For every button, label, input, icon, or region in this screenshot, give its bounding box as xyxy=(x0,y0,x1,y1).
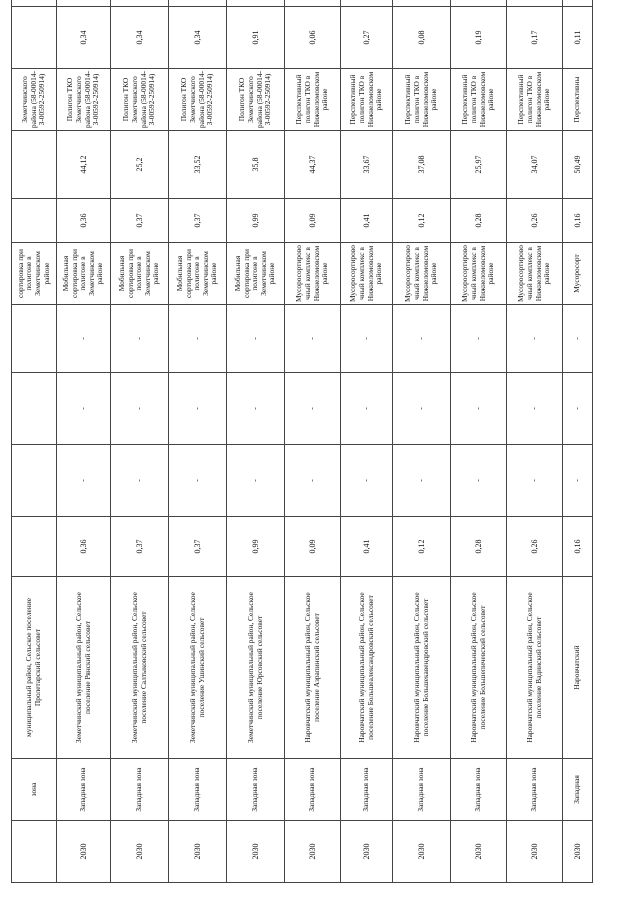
table-cell-c13 xyxy=(341,0,393,7)
table-cell-c5: - xyxy=(111,445,169,517)
table-cell-c5: - xyxy=(169,445,227,517)
table-cell-c6: - xyxy=(393,373,451,445)
table-cell-c7: - xyxy=(507,305,563,373)
table-cell-c13 xyxy=(563,0,593,7)
table-cell-c9: 0,37 xyxy=(169,199,227,243)
table-cell-c8: Мусоросорт xyxy=(563,243,593,305)
table-cell-year: 2030 xyxy=(451,821,507,883)
table-cell-c10: 35,8 xyxy=(227,131,285,199)
table-cell-c7: - xyxy=(341,305,393,373)
table-cell-c6: - xyxy=(57,373,111,445)
table-cell-c9 xyxy=(12,199,57,243)
table-cell-c4: 0,41 xyxy=(341,517,393,577)
table-cell-c11: Полигон ТКО Земетчинского района (58-00014-З-00592-250914) xyxy=(169,69,227,131)
table-cell-zone: Западная зона xyxy=(451,759,507,821)
table-cell-c13 xyxy=(57,0,111,7)
table-cell-c7: - xyxy=(393,305,451,373)
table-cell-c6: - xyxy=(451,373,507,445)
table-cell-c11: Перспективный полигон ТКО в Нижнеломовском районе xyxy=(285,69,341,131)
table-cell-c12: 0,34 xyxy=(57,7,111,69)
table-cell-mun: Наровчатский муниципальный район, Сельское поселение Вадинский сельсовет xyxy=(507,577,563,759)
table-cell-c10: 50,49 xyxy=(563,131,593,199)
table-cell-c8: Мусоросортировочный комплекс в Нижнеломовском районе xyxy=(451,243,507,305)
table-cell-c11: Полигон ТКО Земетчинского района (58-00014-З-00592-250914) xyxy=(57,69,111,131)
table-cell-year: 2030 xyxy=(227,821,285,883)
table-cell-c12: 0,08 xyxy=(393,7,451,69)
table-cell-c5 xyxy=(12,445,57,517)
table-cell-c8: Мобильная сортировка при полигоне в Земетчинском районе xyxy=(227,243,285,305)
table-cell-c9: 0,41 xyxy=(341,199,393,243)
table-cell-c7: - xyxy=(111,305,169,373)
table-cell-c12: 0,34 xyxy=(169,7,227,69)
table-cell-c13 xyxy=(111,0,169,7)
table-row xyxy=(451,0,507,883)
table-row xyxy=(57,0,111,883)
table-cell-mun: Земетчинский муниципальный район, Сельское поселение Салтыковский сельсовет xyxy=(111,577,169,759)
table-cell-mun: Наровчатский муниципальный район, Сельское поселение Большепичевский сельсовет xyxy=(451,577,507,759)
table-cell-c10: 25,2 xyxy=(111,131,169,199)
table-cell-mun: Наровчатский муниципальный район, Сельское поселение Большекавендровский сельсовет xyxy=(393,577,451,759)
table-cell-c7: - xyxy=(169,305,227,373)
table-cell-c13 xyxy=(227,0,285,7)
table-cell-c13 xyxy=(393,0,451,7)
table-cell-c5: - xyxy=(563,445,593,517)
table-cell-c4: 0,37 xyxy=(111,517,169,577)
table-cell-c6: - xyxy=(341,373,393,445)
table-cell-c9: 0,12 xyxy=(393,199,451,243)
table-cell-c6: - xyxy=(111,373,169,445)
table-cell-mun: Наровчатский муниципальный район, Сельское поселение Азрапинский сельсовет xyxy=(285,577,341,759)
table-cell-c7: - xyxy=(563,305,593,373)
table-cell-c10: 34,07 xyxy=(507,131,563,199)
table-cell-c11: Перспективный полигон ТКО в Нижнеломовском районе xyxy=(507,69,563,131)
table-cell-c5: - xyxy=(393,445,451,517)
table-cell-c4: 0,16 xyxy=(563,517,593,577)
table-cell-zone: Западная зона xyxy=(111,759,169,821)
table-cell-c6: - xyxy=(563,373,593,445)
table-cell-c8: Мусоросортировочный комплекс в Нижнеломовском районе xyxy=(393,243,451,305)
table-cell-c12: 0,19 xyxy=(451,7,507,69)
table-cell-c8: Мусоросортировочный комплекс в Нижнеломовском районе xyxy=(285,243,341,305)
table-cell-c5: - xyxy=(285,445,341,517)
table-cell-c10: 44,37 xyxy=(285,131,341,199)
table-row xyxy=(227,0,285,883)
table-cell-year: 2030 xyxy=(393,821,451,883)
table-row xyxy=(393,0,451,883)
table-cell-year: 2030 xyxy=(57,821,111,883)
table-cell-c13 xyxy=(507,0,563,7)
table-cell-c5: - xyxy=(57,445,111,517)
table-cell-c12: 0,11 xyxy=(563,7,593,69)
table-cell-c10: 25,97 xyxy=(451,131,507,199)
table-cell-zone: Западная зона xyxy=(341,759,393,821)
table-cell-c4: 0,99 xyxy=(227,517,285,577)
table-cell-c8: сортировка при полигоне в Земетчинском районе xyxy=(12,243,57,305)
table-cell-c4: 0,28 xyxy=(451,517,507,577)
table-cell-c12 xyxy=(12,7,57,69)
table-cell-c7: - xyxy=(451,305,507,373)
table-cell-c8: Мусоросортировочный комплекс в Нижнеломовском районе xyxy=(507,243,563,305)
table-cell-c6: - xyxy=(169,373,227,445)
table-cell-c11: Перспективный полигон ТКО в Нижнеломовском районе xyxy=(341,69,393,131)
table-cell-c10 xyxy=(12,131,57,199)
table-cell-c12: 0,91 xyxy=(227,7,285,69)
table-cell-c10: 44,12 xyxy=(57,131,111,199)
table-cell-c6: - xyxy=(285,373,341,445)
table-cell-c12: 0,27 xyxy=(341,7,393,69)
table-body xyxy=(12,0,593,883)
table-row xyxy=(169,0,227,883)
table-row xyxy=(563,0,593,883)
table-cell-c5: - xyxy=(341,445,393,517)
table-cell-c11: Полигон ТКО Земетчинского района (58-00014-З-00592-250914) xyxy=(227,69,285,131)
table-cell-c9: 0,09 xyxy=(285,199,341,243)
table-row xyxy=(12,0,57,883)
table-cell-c4 xyxy=(12,517,57,577)
table-cell-c12: 0,06 xyxy=(285,7,341,69)
table-cell-c9: 0,37 xyxy=(111,199,169,243)
table-cell-c11: Перспективный полигон ТКО в Нижнеломовском районе xyxy=(451,69,507,131)
table-cell-zone: Западная зона xyxy=(227,759,285,821)
table-cell-mun: Наровчатский xyxy=(563,577,593,759)
table-cell-year: 2030 xyxy=(507,821,563,883)
table-cell-c11: Перспективны xyxy=(563,69,593,131)
table-cell-c11: Перспективный полигон ТКО в Нижнеломовском районе xyxy=(393,69,451,131)
table-cell-c4: 0,37 xyxy=(169,517,227,577)
table-cell-zone: Западная xyxy=(563,759,593,821)
table-cell-c4: 0,26 xyxy=(507,517,563,577)
table-cell-c9: 0,28 xyxy=(451,199,507,243)
table-cell-c9: 0,99 xyxy=(227,199,285,243)
table-cell-mun: Наровчатский муниципальный район, Сельское поселение Большеалександровский сельсовет xyxy=(341,577,393,759)
table-cell-c10: 33,67 xyxy=(341,131,393,199)
table-cell-zone: зона xyxy=(12,759,57,821)
table-cell-mun: муниципальный район, Сельское поселение Пролетарский сельсовет xyxy=(12,577,57,759)
table-cell-year: 2030 xyxy=(341,821,393,883)
table-cell-c9: 0,16 xyxy=(563,199,593,243)
table-cell-c6: - xyxy=(507,373,563,445)
table-cell-c11: Земетчинского района (58-00014-З-00592-250914) xyxy=(12,69,57,131)
table-cell-mun: Земетчинский муниципальный район, Сельское поселение Рянский сельсовет xyxy=(57,577,111,759)
table-cell-c9: 0,36 xyxy=(57,199,111,243)
table-cell-c6: - xyxy=(227,373,285,445)
table-cell-c8: Мобильная сортировка при полигоне в Земетчинском районе xyxy=(57,243,111,305)
table-cell-year xyxy=(12,821,57,883)
table-cell-c7: - xyxy=(227,305,285,373)
table-cell-c4: 0,09 xyxy=(285,517,341,577)
table-row xyxy=(111,0,169,883)
table-row xyxy=(285,0,341,883)
table-cell-c5: - xyxy=(227,445,285,517)
table-cell-zone: Западная зона xyxy=(169,759,227,821)
table-cell-c12: 0,17 xyxy=(507,7,563,69)
waste-flow-table xyxy=(11,0,593,883)
table-cell-mun: Земетчинский муниципальный район, Сельское поселение Ушинский сельсовет xyxy=(169,577,227,759)
table-row xyxy=(341,0,393,883)
table-cell-zone: Западная зона xyxy=(507,759,563,821)
table-cell-year: 2030 xyxy=(563,821,593,883)
table-cell-c6 xyxy=(12,373,57,445)
table-cell-c7: - xyxy=(57,305,111,373)
table-cell-year: 2030 xyxy=(169,821,227,883)
table-cell-c5: - xyxy=(451,445,507,517)
table-cell-c7 xyxy=(12,305,57,373)
table-cell-year: 2030 xyxy=(111,821,169,883)
table-cell-c13 xyxy=(12,0,57,7)
table-cell-c13 xyxy=(169,0,227,7)
table-cell-c11: Полигон ТКО Земетчинского района (58-00014-З-00592-250914) xyxy=(111,69,169,131)
rotated-table-container xyxy=(11,21,589,883)
table-cell-year: 2030 xyxy=(285,821,341,883)
table-cell-c7: - xyxy=(285,305,341,373)
table-cell-c12: 0,34 xyxy=(111,7,169,69)
table-cell-c13 xyxy=(451,0,507,7)
table-cell-mun: Земетчинский муниципальный район, Сельское поселение Юрсовский сельсовет xyxy=(227,577,285,759)
table-cell-zone: Западная зона xyxy=(57,759,111,821)
table-cell-c5: - xyxy=(507,445,563,517)
table-cell-c8: Мусоросортировочный комплекс в Нижнеломовском районе xyxy=(341,243,393,305)
table-cell-c4: 0,12 xyxy=(393,517,451,577)
table-cell-c10: 37,08 xyxy=(393,131,451,199)
table-cell-c10: 33,52 xyxy=(169,131,227,199)
table-row xyxy=(507,0,563,883)
table-cell-c8: Мобильная сортировка при полигоне в Земетчинском районе xyxy=(169,243,227,305)
table-cell-zone: Западная зона xyxy=(393,759,451,821)
table-cell-zone: Западная зона xyxy=(285,759,341,821)
table-cell-c8: Мобильная сортировка при полигоне в Земетчинском районе xyxy=(111,243,169,305)
table-cell-c13 xyxy=(285,0,341,7)
table-cell-c9: 0,26 xyxy=(507,199,563,243)
table-cell-c4: 0,36 xyxy=(57,517,111,577)
